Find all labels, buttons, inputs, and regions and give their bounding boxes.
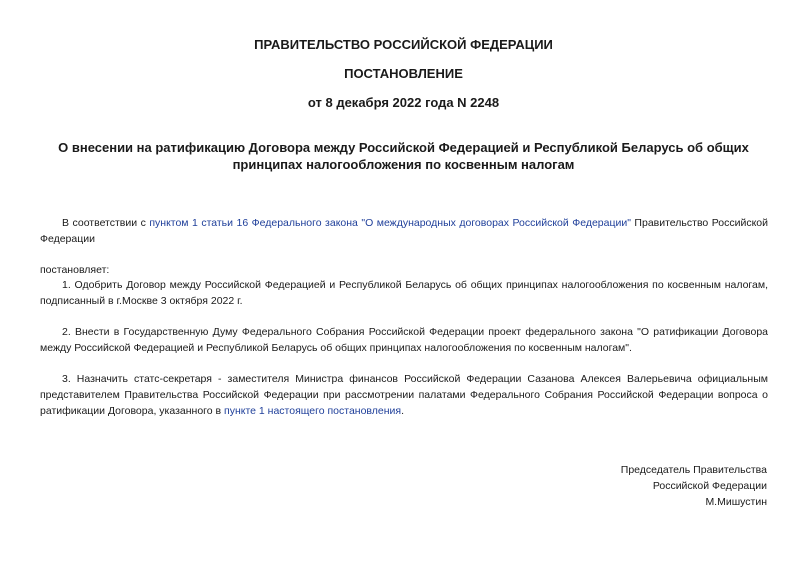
signatory-name: М.Мишустин bbox=[705, 496, 767, 508]
date-number-heading: от 8 декабря 2022 года N 2248 bbox=[307, 95, 500, 110]
intro-text-after-link: Правительство Российской Федерации bbox=[40, 217, 768, 245]
signatory-title: Председатель Правительства bbox=[620, 464, 767, 476]
signatory-organization: Российской Федерации bbox=[652, 480, 767, 492]
clause-3 bbox=[40, 371, 768, 419]
federal-law-link[interactable]: пунктом 1 статьи 16 Федерального закона "О международных договорах Российской Федерации" bbox=[149, 217, 631, 229]
document-type-heading: ПОСТАНОВЛЕНИЕ bbox=[344, 66, 463, 81]
clause-1: 1. Одобрить Договор между Российской Федерацией и Республикой Беларусь об общих принципах налогообложения по косвенным налогам, подписанный в г.Москве 3 октября 2022 г. bbox=[40, 279, 768, 307]
clause-3-end: . bbox=[401, 405, 405, 417]
intro-text-before-link: В соответствии с bbox=[62, 217, 150, 229]
signature-block bbox=[621, 462, 767, 510]
resolves-line: постановляет: bbox=[40, 264, 110, 276]
clause-2: 2. Внести в Государственную Думу Федерального Собрания Российской Федерации проект федерального закона "О ратификации Договора между Российской Федерацией и Республикой Беларусь об общих принципах налогообложения по косвенным налогам". bbox=[40, 326, 768, 354]
clause-3-text: 3. Назначить статс-секретаря - заместителя Министра финансов Российской Федерации Сазанова Алексея Валерьевича официальным представителем Правительства Российской Федерации при рассмотрении палатами Федерального Собрания Российской Федерации вопроса о ратификации Договора, указанного в bbox=[40, 373, 768, 417]
intro-paragraph bbox=[40, 215, 768, 247]
clause-1-reference-link[interactable]: пункте 1 настоящего постановления bbox=[224, 405, 402, 417]
issuer-heading: ПРАВИТЕЛЬСТВО РОССИЙСКОЙ ФЕДЕРАЦИИ bbox=[254, 37, 553, 52]
document-title: О внесении на ратификацию Договора между Российской Федерацией и Республикой Беларусь об общих принципах налогообложения по косвенным налогам bbox=[58, 140, 749, 172]
